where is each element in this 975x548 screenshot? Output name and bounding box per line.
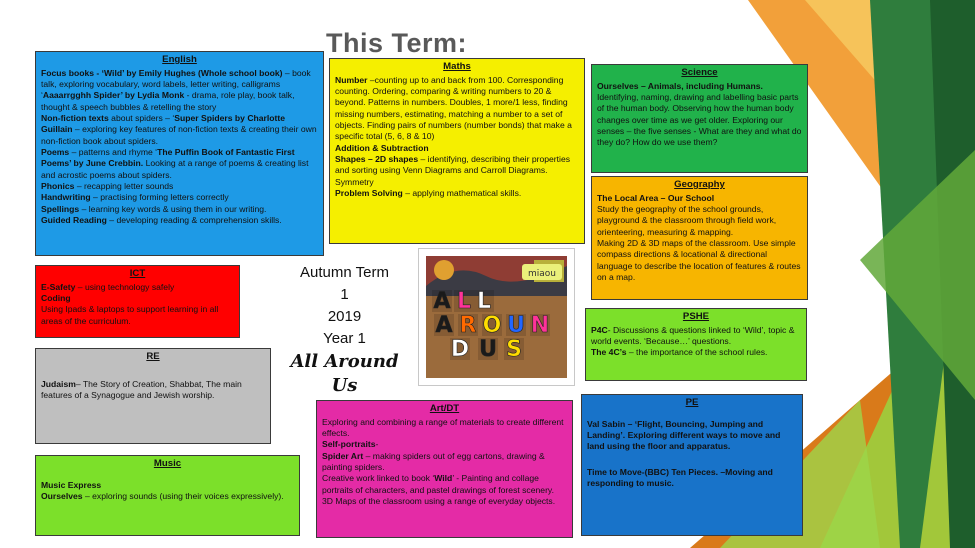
text-line — [41, 68, 318, 113]
text: – exploring sounds (using their voices expressively). — [82, 491, 284, 501]
geography-box — [591, 176, 808, 300]
text: Using Ipads & laptops to support learning in all areas of the curriculum. — [41, 304, 219, 326]
text-line — [597, 238, 802, 283]
text: Identifying, naming, drawing and labelling basic parts of the human body. Observing how the human body changes over time as we get older. Exploring our senses – the five senses - What are they and what do they do? How do we use them? — [597, 92, 802, 148]
text-line — [597, 81, 802, 149]
text: – identifying, describing their properties and sorting using Venn Diagrams and Carroll Diagrams. — [335, 154, 571, 176]
text-line — [41, 491, 294, 502]
bold-text: Judaism — [41, 378, 76, 389]
text-line — [41, 215, 318, 226]
bold-text: Non-fiction texts — [41, 113, 109, 124]
text-line — [591, 347, 801, 358]
text-line — [597, 204, 802, 238]
text: - — [375, 439, 379, 450]
re-box — [35, 348, 271, 444]
science-box — [591, 64, 808, 173]
bold-text: The Local Area – Our School — [597, 192, 715, 203]
text-line — [41, 113, 318, 147]
bold-text: P4C — [591, 324, 608, 335]
text: Symmetry — [335, 176, 374, 187]
text-line — [41, 192, 318, 203]
bold-text: Ourselves — [41, 491, 83, 501]
bold-text: Spellings — [41, 203, 80, 214]
photo-letter: A — [433, 289, 451, 314]
bold-text: The Puffin Book of Fantastic First Poems’ by June Crebbin. — [41, 147, 295, 169]
photo-letter: A — [435, 313, 453, 338]
photo-letter: O — [482, 313, 502, 338]
text-line — [587, 467, 797, 490]
photo-letter: L — [456, 289, 472, 314]
text-line — [41, 282, 234, 293]
text-line — [322, 473, 567, 496]
text-line — [597, 193, 802, 204]
photo-letter: L — [476, 289, 492, 314]
text: Study the geography of the school grounds, playground & the classroom through field work, orienteering, measuring & mapping. — [597, 204, 777, 237]
artdt-box — [316, 400, 573, 538]
photo-letter: U — [479, 337, 497, 362]
bold-text: Self-portraits — [322, 439, 376, 450]
photo-letter: U — [507, 313, 525, 338]
text: – learning key words & using them in our writing. — [79, 203, 267, 214]
photo-letter: S — [506, 337, 522, 362]
english-heading: English — [162, 54, 197, 65]
bold-text: Shapes – 2D shapes — [335, 154, 419, 165]
bold-text: E-Safety — [41, 281, 76, 292]
text-line — [41, 304, 234, 327]
text: – book talk, exploring vocabulary, word labels, letter writing, calligrams ‘ — [41, 67, 311, 101]
text: – exploring key features of non-fiction texts & creating their own non-fiction book about spiders. — [41, 124, 317, 146]
bold-text: Super Spiders by Charlotte Guillain — [41, 113, 286, 135]
text-line — [41, 204, 318, 215]
bold-text: Focus books - ‘Wild’ by Emily Hughes (Whole school book) — [41, 67, 283, 78]
re-heading: RE — [146, 351, 160, 362]
text: – applying mathematical skills. — [402, 188, 522, 199]
text-line — [41, 147, 318, 181]
text-line — [322, 417, 567, 440]
text: – making spiders out of egg cartons, drawing & painting spiders. — [322, 450, 545, 473]
bold-text: Music Express — [41, 479, 102, 490]
maths-heading: Maths — [443, 61, 471, 72]
text-line — [322, 496, 567, 507]
bold-text: Coding — [41, 293, 71, 303]
text: - Discussions & questions linked to ‘Wild’, topic & world events. ‘Because…’ questions. — [591, 324, 795, 346]
text-line — [322, 439, 567, 450]
bold-text: Number — [335, 74, 368, 85]
text: – The Story of Creation, Shabbat, The main features of a Synagogue and Jewish worship. — [41, 378, 242, 400]
photo-letter: R — [459, 313, 477, 338]
term-name: Autumn Term — [300, 264, 389, 281]
bold-text: Phonics — [41, 181, 75, 192]
english-box — [35, 51, 324, 256]
music-box — [35, 455, 300, 536]
text-line — [587, 419, 797, 453]
text-line — [41, 379, 265, 402]
ict-box — [35, 265, 240, 338]
term-number: 1 — [340, 286, 349, 303]
text: Looking at a range of poems & creating list and acrostic poems about spiders. — [41, 158, 309, 180]
ict-heading: ICT — [129, 268, 146, 279]
topic-title-line2: Us — [331, 375, 358, 396]
bold-text: Problem Solving — [335, 188, 403, 199]
text: – the importance of the school rules. — [626, 347, 768, 358]
photo-letter: D — [450, 337, 470, 362]
bold-text: Val Sabin – ‘Flight, Bouncing, Jumping and Landing’. Exploring different ways to move and land using the floor and apparatus. — [587, 418, 781, 452]
science-heading: Science — [681, 67, 718, 78]
maths-box — [329, 58, 585, 244]
photo-sign-text: miaou — [528, 269, 556, 279]
bold-text: Wild — [434, 473, 453, 484]
term-year: 2019 — [327, 308, 362, 325]
bold-text: Guided Reading — [41, 215, 107, 226]
text: - drama, role play, book talk, thought & speech bubbles & retelling the story — [41, 90, 295, 112]
text: – developing reading & comprehension skills. — [106, 215, 282, 226]
science-content — [597, 81, 802, 149]
pe-heading: PE — [685, 397, 699, 408]
text-line — [335, 154, 579, 177]
text: –counting up to and back from 100. Corresponding counting. Ordering, comparing & writing numbers to 20 & beyond. Patterns in numbers. Doubles, 1 more/1 less, finding missing numbers, estimating, matching a number to a set of objects. Finding pairs of numbers (number bonds) that make a specific total (5, 6, 8 & 10) — [335, 74, 572, 142]
bold-text: Spider Art — [322, 450, 364, 461]
pe-box — [581, 394, 803, 536]
text: about spiders – ‘ — [108, 113, 175, 124]
text: – patterns and rhyme ‘ — [69, 147, 158, 158]
text-line — [41, 293, 234, 304]
bold-text: Handwriting — [41, 192, 91, 203]
photo-letter: N — [530, 313, 550, 338]
page-title: This Term: — [326, 28, 468, 58]
text: 3D Maps of the classroom using a range of everyday objects. — [322, 496, 556, 507]
bold-text: Addition & Subtraction — [335, 142, 429, 153]
pshe-heading: PSHE — [682, 311, 710, 322]
text: ’ - Painting and collage portraits of characters, and pastel drawings of forest scenery. — [322, 473, 554, 495]
text-line — [335, 177, 579, 188]
artdt-heading: Art/DT — [429, 403, 460, 414]
text: – practising forming letters correctly — [90, 192, 229, 203]
bold-text: Ourselves – Animals, including Humans. — [597, 80, 763, 91]
text: – recapping letter sounds — [74, 181, 174, 192]
geography-heading: Geography — [674, 179, 725, 190]
pshe-box — [585, 308, 807, 381]
bold-text: The 4C’s — [591, 347, 627, 358]
topic-title-line1: All Around — [290, 351, 399, 372]
bold-text: Time to Move-(BBC) Ten Pieces. –Moving and responding to music. — [587, 466, 773, 489]
geography-content — [597, 193, 802, 284]
artdt-content — [322, 417, 567, 508]
pe-content — [587, 419, 797, 490]
text-line — [591, 325, 801, 348]
text: – using technology safely — [75, 281, 175, 292]
music-heading: Music — [153, 458, 182, 469]
text: Creative work linked to book ‘ — [322, 473, 435, 484]
music-content — [41, 480, 294, 503]
bold-text: Poems — [41, 147, 70, 158]
year-group: Year 1 — [323, 330, 366, 347]
english-content — [41, 68, 318, 227]
all-around-us-letters-image — [426, 256, 567, 378]
topic-photo — [418, 248, 575, 386]
term-info — [283, 262, 406, 398]
text-line — [335, 75, 579, 143]
maths-content — [335, 75, 579, 200]
pshe-content — [591, 325, 801, 359]
text: Making 2D & 3D maps of the classroom. Use simple compass directions & locational & directional language to describe the location of features & routes on a map. — [597, 238, 801, 283]
text-line — [322, 451, 567, 474]
text-line — [41, 480, 294, 491]
text-line — [335, 188, 579, 199]
bold-text: Aaaarrgghh Spider’ by Lydia Monk — [42, 90, 185, 101]
text-line — [41, 181, 318, 192]
ict-content — [41, 282, 234, 327]
re-content — [41, 379, 265, 402]
text: Exploring and combining a range of materials to create different effects. — [322, 416, 564, 438]
text-line — [335, 143, 579, 154]
